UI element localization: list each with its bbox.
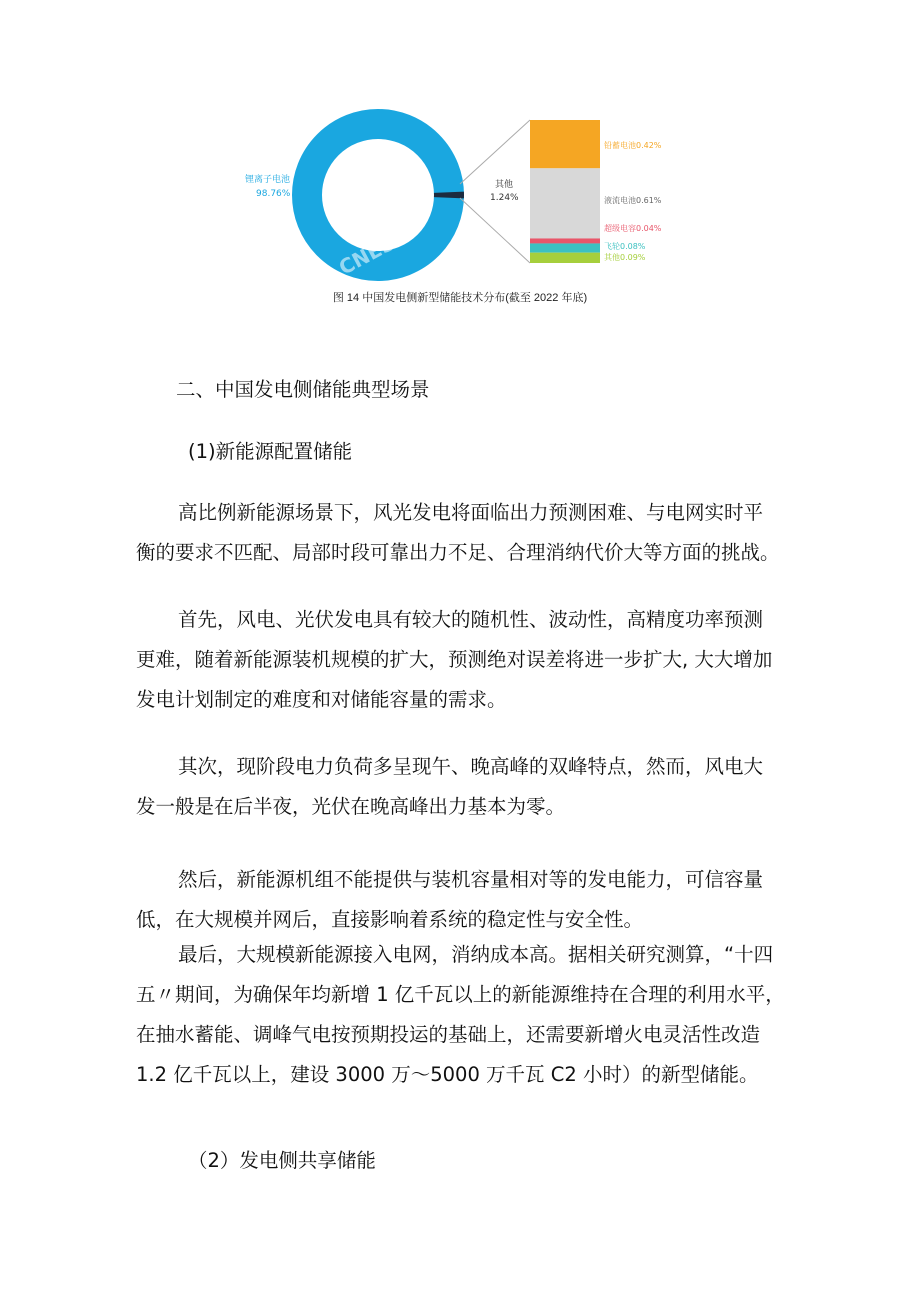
p2-line: 首先，风电、光伏发电具有较大的随机性、波动性，高精度功率预测	[178, 608, 764, 631]
bar-label: 飞轮0.08%	[604, 242, 646, 251]
bar-segment	[530, 253, 600, 263]
p5-line: 最后，大规模新能源接入电网，消纳成本高。据相关研究测算，“十四	[178, 943, 774, 966]
paragraph-4	[136, 860, 796, 940]
p3-line: 发一般是在后半夜，光伏在晚高峰出力基本为零。	[136, 795, 566, 818]
label-other-value: 1.24%	[490, 193, 519, 203]
section-title: 二、中国发电侧储能典型场景	[176, 378, 430, 401]
bar-segment	[530, 238, 600, 243]
p4-line: 低，在大规模并网后，直接影响着系统的稳定性与安全性。	[136, 908, 644, 931]
p3-line: 其次，现阶段电力负荷多呈现午、晚高峰的双峰特点，然而，风电大	[178, 755, 764, 778]
p2-line: 发电计划制定的难度和对储能容量的需求。	[136, 688, 507, 711]
breakdown-bar	[530, 120, 600, 263]
paragraph-5	[136, 935, 796, 1095]
bar-label: 其他0.09%	[604, 253, 646, 262]
p4-line: 然后，新能源机组不能提供与装机容量相对等的发电能力，可信容量	[178, 868, 764, 891]
p5-line: 1.2 亿千瓦以上，建设 3000 万〜5000 万千瓦 C2 小时）的新型储能。	[136, 1063, 759, 1086]
breakdown-labels	[604, 140, 662, 262]
paragraph-3	[136, 747, 796, 827]
tech-distribution-figure	[230, 100, 690, 310]
connector-bottom	[460, 198, 530, 263]
paragraph-1	[136, 493, 796, 573]
p1-line: 衡的要求不匹配、局部时段可靠出力不足、合理消纳代价大等方面的挑战。	[136, 541, 780, 564]
p5-line: 五〃期间，为确保年均新增 1 亿千瓦以上的新能源维持在合理的利用水平，	[136, 983, 785, 1006]
subsection-1-title: (1)新能源配置储能	[188, 440, 353, 463]
connector-top	[460, 120, 530, 184]
label-li-value: 98.76%	[256, 189, 291, 199]
bar-segment	[530, 168, 600, 238]
slice-other	[434, 192, 464, 199]
figure-caption: 图 14 中国发电侧新型储能技术分布(截至 2022 年底)	[332, 292, 588, 304]
bar-segment	[530, 243, 600, 252]
label-other-name: 其他	[495, 180, 514, 190]
p1-line: 高比例新能源场景下，风光发电将面临出力预测困难、与电网实时平	[178, 501, 764, 524]
donut-chart	[230, 100, 690, 290]
p2-line: 更难，随着新能源装机规模的扩大，预测绝对误差将进一步扩大, 大大增加	[136, 648, 773, 671]
subsection-2-title: （2）发电侧共享储能	[188, 1149, 376, 1172]
label-li-name: 锂离子电池	[245, 175, 291, 185]
bar-label: 铅蓄电池0.42%	[604, 141, 662, 150]
watermark-logo: CNESA	[334, 223, 413, 280]
bar-label: 液流电池0.61%	[604, 196, 662, 205]
paragraph-2	[136, 600, 796, 720]
bar-label: 超级电容0.04%	[604, 224, 662, 233]
bar-segment	[530, 120, 600, 168]
p5-line: 在抽水蓄能、调峰气电按预期投运的基础上，还需要新增火电灵活性改造	[136, 1023, 761, 1046]
